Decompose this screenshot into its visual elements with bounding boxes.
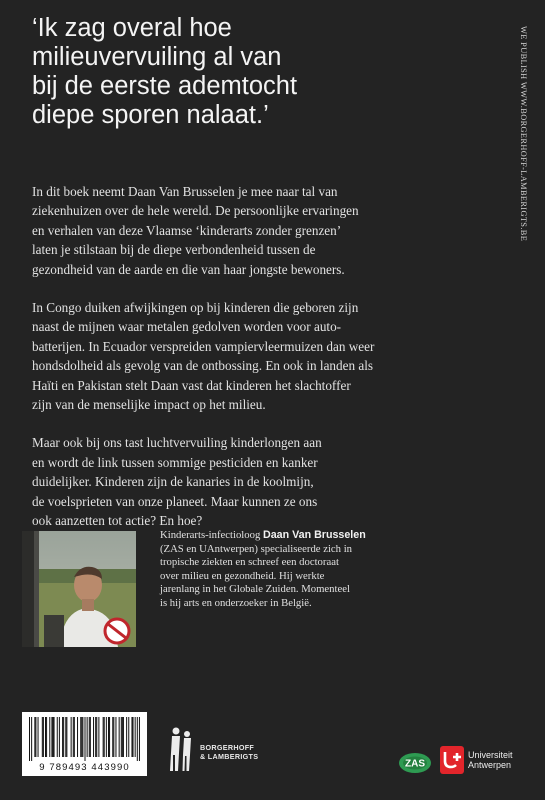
barcode-bar — [52, 717, 53, 757]
barcode-bar — [133, 717, 134, 757]
barcode-bar — [71, 717, 72, 757]
barcode-bar — [73, 717, 74, 757]
barcode-bar — [121, 717, 122, 757]
barcode-bars — [29, 717, 140, 761]
blurb-line: In dit boek neemt Daan Van Brusselen je mee naar tal van — [32, 184, 338, 199]
barcode-bar — [139, 717, 140, 761]
isbn-barcode — [22, 712, 147, 776]
publisher-figures-icon — [167, 725, 197, 775]
author-name: Daan Van Brusselen — [262, 529, 366, 541]
barcode-bar — [38, 717, 39, 757]
barcode-bar — [93, 717, 94, 757]
blurb-paragraph-1 — [32, 182, 512, 279]
blurb-line: batterijen. In Ecuador verspreiden vampiervleermuizen dan weer — [32, 338, 375, 354]
author-bio-line — [160, 529, 430, 543]
barcode-bar — [46, 717, 47, 757]
barcode-bar — [131, 717, 132, 757]
barcode-bar — [43, 717, 44, 757]
university-logo-icon — [440, 746, 464, 779]
quote-line: ‘Ik zag overal hoe — [32, 14, 232, 42]
blurb-line: duidelijker. Kinderen zijn de kanaries in de koolmijn, — [32, 474, 314, 490]
barcode-bar — [49, 717, 50, 757]
barcode-bar — [103, 717, 104, 757]
blurb-line: gezondheid van de aarde en die van haar jongste bewoners. — [32, 261, 345, 277]
blurb-line: hondsdolheid als gevolg van de ontbossing. En ook in landen als — [32, 358, 374, 374]
university-name-line: Universiteit — [468, 750, 513, 760]
barcode-bar — [54, 717, 55, 757]
barcode-bar — [137, 717, 138, 761]
quote-line: diepe sporen nalaat.’ — [32, 101, 269, 129]
barcode-bar — [77, 717, 78, 757]
barcode-bar — [122, 717, 123, 757]
university-name-line: Antwerpen — [468, 760, 512, 770]
quote-line: bij de eerste ademtocht — [32, 72, 298, 100]
barcode-bar — [74, 717, 75, 757]
author-bio-line: (ZAS en UAntwerpen) specialiseerde zich in — [160, 542, 353, 555]
barcode-bar — [89, 717, 90, 757]
blurb-line: laten je stilstaan bij de diepe verbondenheid tussen de — [32, 242, 316, 258]
barcode-bar — [96, 717, 97, 757]
isbn-number: 9 789493 443990 — [39, 762, 130, 773]
zas-logo — [398, 751, 432, 780]
quote-line: milieuvervuiling al van — [32, 43, 282, 71]
university-name — [468, 750, 513, 770]
publisher-name-line: & LAMBERIGTS — [200, 752, 259, 761]
barcode-bar — [106, 717, 107, 757]
blurb-line: ook aanzetten tot actie? En hoe? — [32, 513, 203, 529]
blurb-line: ziekenhuizen over de hele wereld. De persoonlijke ervaringen — [32, 203, 359, 219]
zas-logo-text: ZAS — [405, 758, 425, 770]
barcode-bar — [65, 717, 66, 757]
author-bio-line: over milieu en gezondheid. Hij werkte — [160, 569, 325, 582]
back-cover-quote — [32, 14, 452, 130]
barcode-bar — [51, 717, 52, 757]
blurb-line: naast de mijnen waar metalen gedolven worden voor auto- — [32, 319, 342, 335]
blurb — [32, 182, 512, 550]
barcode-bar — [108, 717, 109, 757]
barcode-bar — [80, 717, 81, 757]
barcode-bar — [112, 717, 113, 757]
blurb-line: Haïti en Pakistan stelt Daan vast dat kinderen het slachtoffer — [32, 377, 351, 393]
barcode-bar — [42, 717, 43, 757]
blurb-line: Maar ook bij ons tast luchtvervuiling kinderlongen aan — [32, 435, 322, 451]
author-bio-intro: Kinderarts-infectioloog — [160, 529, 263, 541]
barcode-bar — [115, 717, 116, 757]
barcode-bar — [82, 717, 83, 757]
barcode-bar — [34, 717, 35, 757]
barcode-bar — [29, 717, 30, 761]
barcode-bar — [104, 717, 105, 757]
barcode-bar — [57, 717, 58, 757]
barcode-bar — [95, 717, 96, 757]
author-bio-line: is hij arts en onderzoeker in België. — [160, 596, 312, 609]
blurb-paragraph-2 — [32, 298, 512, 414]
barcode-bar — [98, 717, 99, 757]
barcode-bar — [63, 717, 64, 757]
barcode-bar — [126, 717, 127, 757]
barcode-bar — [109, 717, 110, 757]
barcode-bar — [45, 717, 46, 757]
barcode-bar — [35, 717, 36, 757]
barcode-bar — [90, 717, 91, 757]
barcode-bar — [135, 717, 136, 757]
author-bio-line: jarenlang in het Globale Zuiden. Momenteel — [160, 583, 350, 595]
publisher-name-line: BORGERHOFF — [200, 743, 255, 752]
barcode-bar — [128, 717, 129, 757]
blurb-line: en wordt de link tussen sommige pesticiden en kanker — [32, 454, 318, 470]
barcode-bar — [123, 717, 124, 757]
author-photo — [22, 531, 136, 647]
blurb-line: In Congo duiken afwijkingen op bij kinderen die geboren zijn — [32, 300, 359, 316]
barcode-bar — [119, 717, 120, 757]
barcode-bar — [113, 717, 114, 757]
publisher-name — [200, 743, 258, 761]
author-bio — [160, 529, 430, 610]
author-bio-line: tropische ziekten en schreef een doctoraat — [160, 556, 339, 568]
barcode-bar — [87, 717, 88, 757]
barcode-bar — [31, 717, 32, 761]
blurb-paragraph-3 — [32, 433, 512, 530]
barcode-bar — [81, 717, 82, 757]
blurb-line: de voelsprieten van onze planeet. Maar kunnen ze ons — [32, 493, 318, 509]
barcode-bar — [66, 717, 67, 757]
blurb-line: zijn van de menselijke impact op het milieu. — [32, 397, 266, 413]
barcode-bar — [62, 717, 63, 757]
barcode-bar — [59, 717, 60, 757]
blurb-line: en verhalen van deze Vlaamse ‘kinderarts zonder grenzen’ — [32, 222, 342, 238]
publisher-url-spine: WE PUBLISH WWW.BORGERHOFF-LAMBERIGTS.BE — [519, 26, 528, 242]
barcode-bar — [85, 717, 86, 761]
